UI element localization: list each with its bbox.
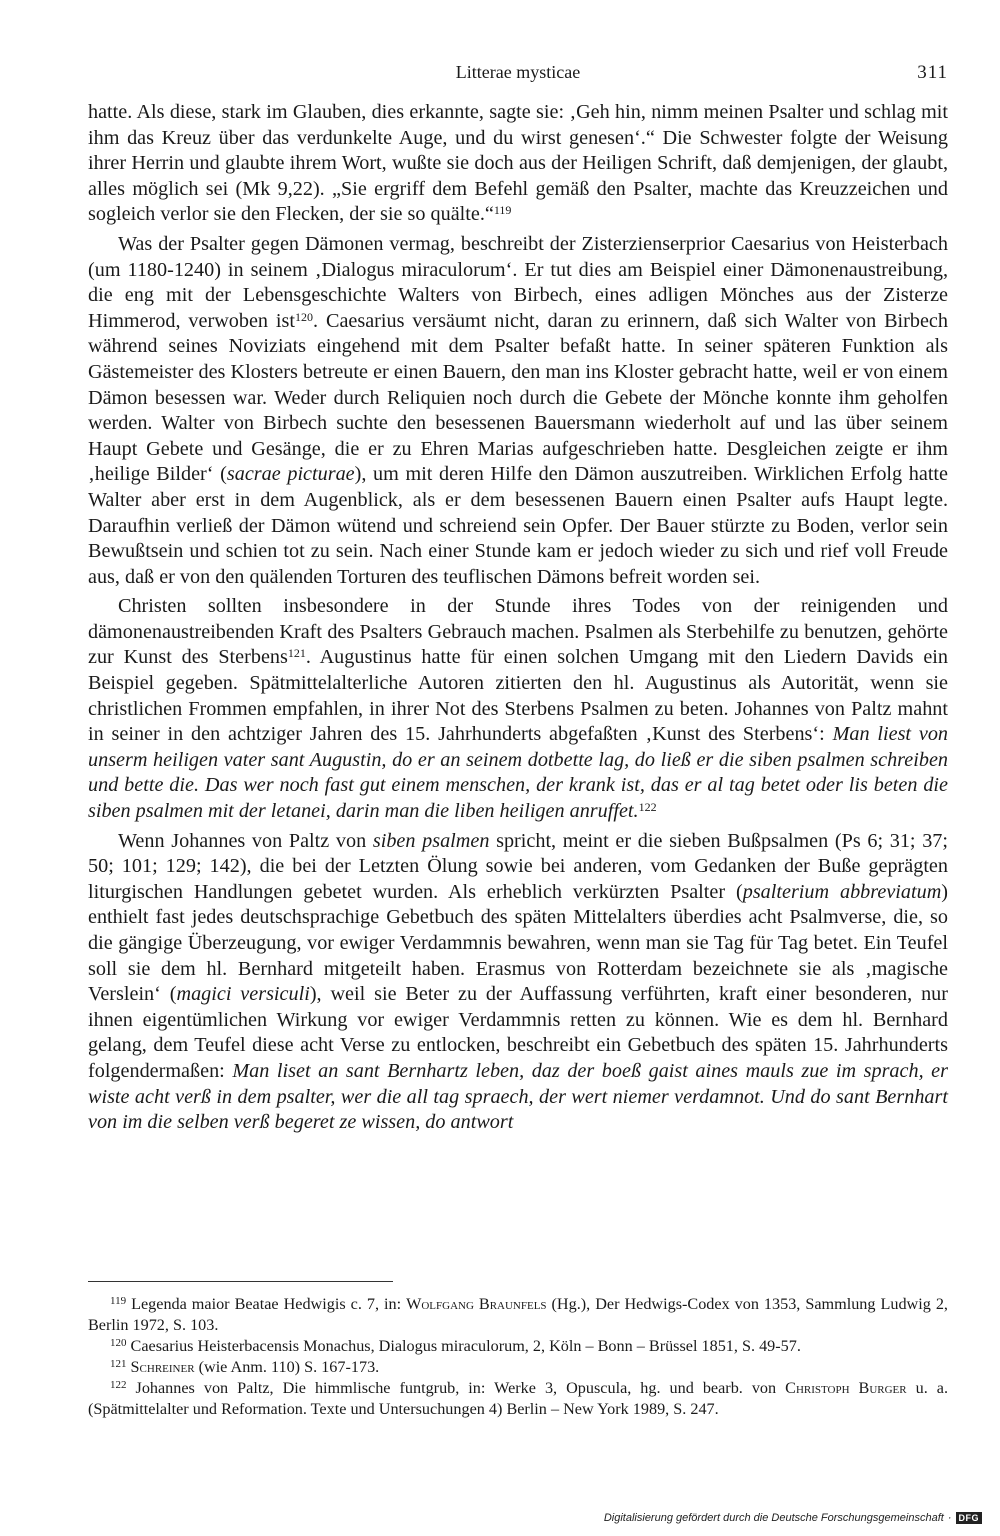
digitization-credit: [604, 1512, 982, 1524]
dfg-logo-icon: DFG: [956, 1512, 983, 1524]
footnote-text: Legenda maior Beatae Hedwigis c. 7, in:: [131, 1295, 407, 1313]
footnote-ref: 121: [287, 646, 306, 661]
footnote-ref: 122: [638, 800, 657, 815]
footnotes: [88, 1294, 948, 1420]
footnote-text: (Hg.), Der Hedwigs-Codex von 1353, Sammlung Ludwig 2, Berlin 1972, S. 103.: [88, 1295, 948, 1334]
footnote-text: u. a. (Spätmittelalter und Reformation. Texte und Untersuchungen 4) Berlin – New York 1989, S. 247.: [88, 1379, 949, 1418]
page-number: 311: [917, 62, 948, 83]
paragraph-1: [88, 100, 948, 228]
footnote-ref: 119: [493, 203, 512, 218]
footnote-120: [88, 1336, 948, 1357]
footnote-author: Christoph Burger: [785, 1379, 907, 1397]
text-run: ), um mit deren Hilfe den Dämon auszutreiben. Wirklichen Erfolg hatte Walter aber erst in dem Augenblick, als er dem besessenen Bauern einen Psalter aufs Haupt legte. Daraufhin verließ der Dämon wütend und schreiend sein Opfer. Der Bauer stürzte zu Boden, verlor sein Bewußtsein und schien tot zu sein. Nach einer Stunde kam er jedoch wieder zu sich und rief voll Freude aus, daß er von den quälenden Torturen des teuflischen Dämons befreit worden sei.: [88, 463, 948, 588]
latin-term: magici versiculi: [176, 983, 310, 1006]
footnote-number: 122: [110, 1379, 127, 1391]
footnote-author: Schreiner: [130, 1358, 195, 1376]
running-head: [88, 62, 948, 88]
latin-term: sacrae picturae: [226, 463, 355, 486]
text-run: . Augustinus hatte für einen solchen Umgang mit den Liedern Davids ein Beispiel gegeben. Spätmittelalterliche Autoren zitierten den hl. Augustinus als Autorität, wenn sie christlichen Frommen empfahlen, in ihrer Not des Sterbens Psalmen zu beten. Johannes von Paltz mahnt in seiner in den achtziger Jahren des 15. Jahrhunderts abgefaßten ‚Kunst des Sterbens‘:: [88, 646, 948, 746]
quotation: Man liset an sant Bernhartz leben, daz der boeß gaist aines mauls zue im sprach, er wiste acht verß in dem psalter, wer die all tag spraech, der wert niemer verdamnot. Und do sant Bernhart von im die selben verß begeret ze wissen, do antwort: [88, 1059, 948, 1134]
footnote-number: 121: [110, 1358, 127, 1370]
separator-dot: ·: [947, 1512, 952, 1524]
text-run: ), weil sie Beter zu der Auffassung verführten, kraft einer besonderen, nur ihnen eigentümlichen Wirkung vor ewiger Verdammnis retten zu können. Wie es dem hl. Bernhard gelang, dem Teufel diese acht Verse zu entlocken, beschreibt ein Gebetbuch des späten 15. Jahrhunderts folgendermaßen:: [88, 983, 948, 1082]
quotation: Man liest von unserm heiligen vater sant Augustin, do er an seinem dotbette lag, do ließ er die siben psalmen schreiben und bette die. Das wer noch fast gut einem menschen, der krank ist, das er al tag betet oder lis beten die siben psalmen mit der letanei, darin man die liben heiligen anruffet.: [88, 723, 949, 823]
text-run: . Caesarius versäumt nicht, daran zu erinnern, daß sich Walter von Birbech während seines Noviziats eingehend mit dem Psalter befaßt hatte. In seiner späteren Funktion als Gästemeister des Klosters betreute er einen Bauern, den man ins Kloster gebracht hatte, weil er von einem Dämon besessen war. Weder durch Reliquien noch durch die Gebete der Mönche konnte ihm geholfen werden. Walter von Birbech suchte den besessenen Bauersmann wiederholt auf und las über seinem Haupt Gebete und Gesänge, die er zu Ehren Marias aufgeschrieben hatte. Desgleichen zeigte er ihm ‚heilige Bilder‘ (: [88, 309, 948, 486]
footnote-text: (wie Anm. 110) S. 167-173.: [194, 1358, 380, 1376]
footnote-122: [88, 1378, 948, 1420]
paragraph-4: [88, 829, 948, 1136]
text-run: spricht, meint er die sieben Bußpsalmen (Ps 6; 31; 37; 50; 101; 129; 142), die bei der Letzten Ölung sowie bei anderen, vom Gedanken der Buße geprägten liturgischen Handlungen gebetet wurden. Als erheblich verkürzten Psalter (: [88, 829, 948, 903]
text-run: Wenn Johannes von Paltz von: [118, 829, 373, 852]
footnote-text: Johannes von Paltz, Die himmlische funtgrub, in: Werke 3, Opuscula, hg. und bearb. von: [135, 1379, 786, 1397]
latin-term: psalterium abbreviatum: [742, 880, 942, 903]
latin-term: siben psalmen: [372, 829, 490, 852]
text-run: Christen sollten insbesondere in der Stunde ihres Todes von der reinigenden und dämonenaustreibenden Kraft des Psalters Gebrauch machen. Psalmen als Sterbehilfe zu benutzen, gehörte zur Kunst des Sterbens: [88, 595, 948, 669]
footnote-number: 119: [110, 1295, 127, 1307]
credit-text: Digitalisierung gefördert durch die Deutsche Forschungsgemeinschaft: [603, 1512, 944, 1524]
footnote-text: Caesarius Heisterbacensis Monachus, Dialogus miraculorum, 2, Köln – Bonn – Brüssel 1851, S. 49-57.: [130, 1337, 801, 1355]
paragraph-2: [88, 232, 948, 590]
footnote-119: [88, 1294, 948, 1336]
running-title: Litterae mysticae: [455, 62, 581, 82]
footnote-121: [88, 1357, 948, 1378]
footnote-ref: 120: [295, 309, 314, 324]
text-run: ) enthielt fast jedes deutschsprachige Gebetbuch des späten Mittelalters überdies acht Psalmverse, die, so die gängige Überzeugung, vor ewiger Verdammnis bewahren, wenn man sie Tag für Tag betet. Ein Teufel soll sie dem hl. Bernhard mitgeteilt haben. Erasmus von Rotterdam bezeichnete sie als ‚magische Verslein‘ (: [88, 880, 949, 1006]
footnote-separator: [88, 1281, 393, 1282]
text-run: hatte. Als diese, stark im Glauben, dies erkannte, sagte sie: ‚Geh hin, nimm meinen Psalter und schlag mit ihm das Kreuz über das verdunkelte Auge, und du wirst genesen‘.“ Die Schwester folgte der Weisung ihrer Herrin und glaubte ihrem Wort, wußte sie doch aus der Heiligen Schrift, daß demjenigen, der glaubt, alles möglich sei (Mk 9,22). „Sie ergriff dem Befehl gemäß den Psalter, machte das Kreuzzeichen und sogleich verlor sie den Flecken, der sie so quälte.“: [88, 101, 948, 226]
text-run: Was der Psalter gegen Dämonen vermag, beschreibt der Zisterzienserprior Caesarius von Heisterbach (um 1180-1240) in seinem ‚Dialogus miraculorum‘. Er tut dies am Beispiel einer Dämonenaustreibung, die eng mit der Lebensgeschichte Walters von Birbech, eines adligen Mönches aus der Zisterze Himmerod, verwoben ist: [88, 232, 948, 332]
body-text: [88, 100, 948, 1136]
footnote-author: Wolfgang Braunfels: [406, 1295, 547, 1313]
footnote-number: 120: [110, 1337, 127, 1349]
paragraph-3: [88, 594, 948, 824]
